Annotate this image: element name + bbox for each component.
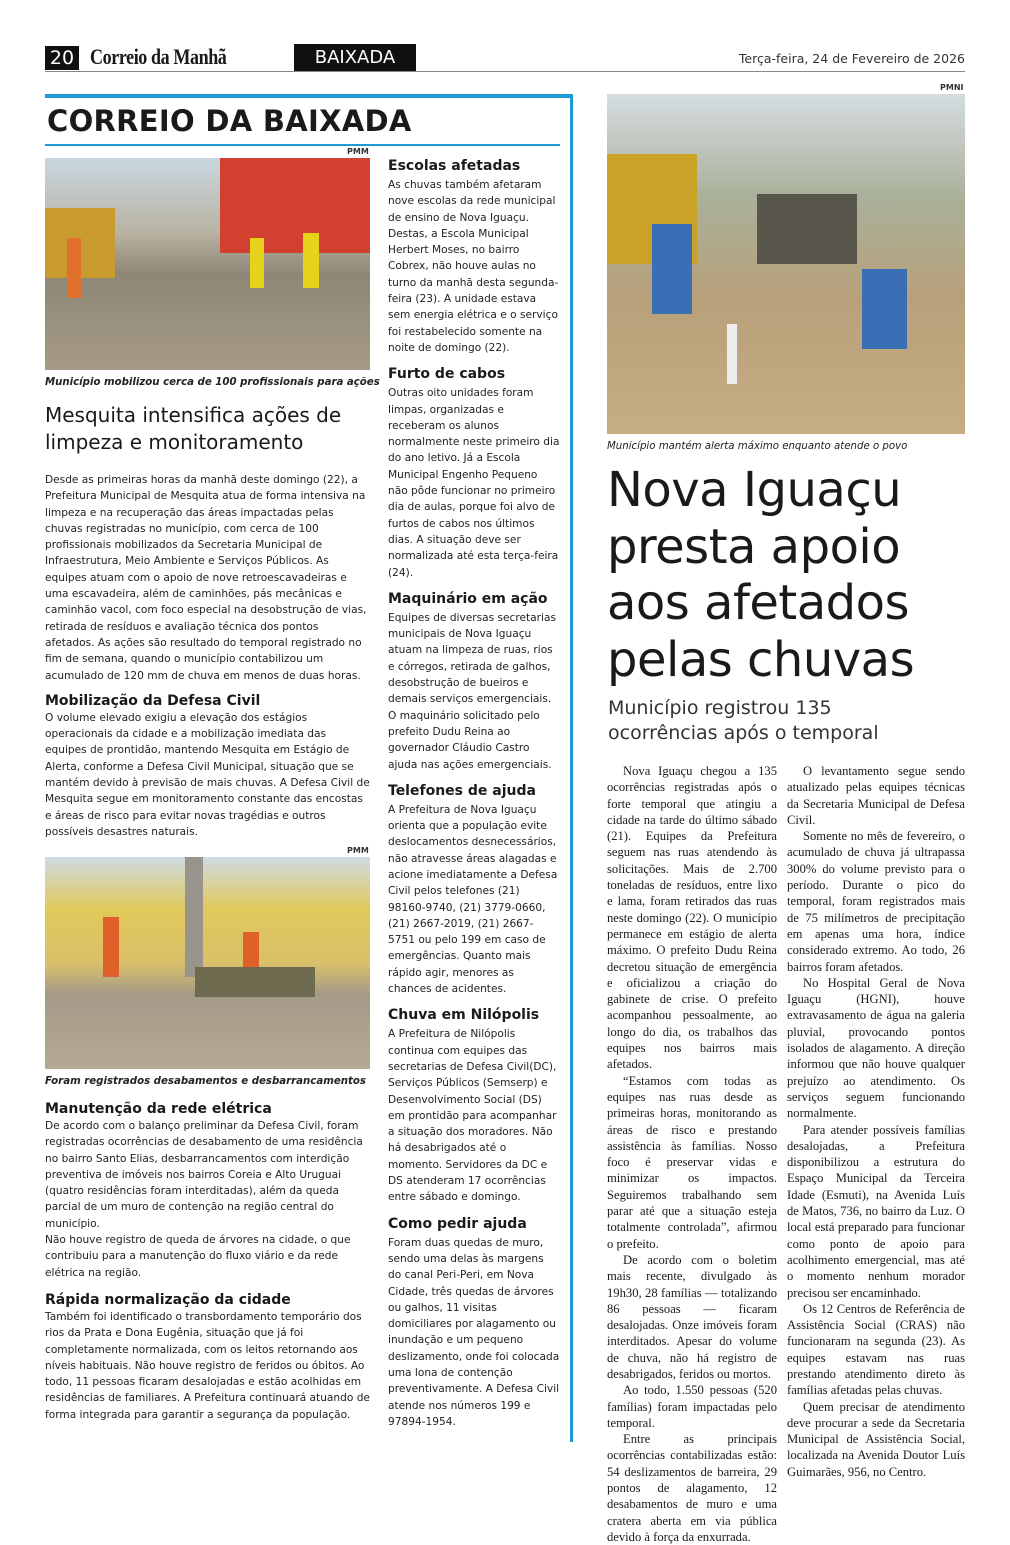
photo-workers-debris	[45, 857, 370, 1069]
article-paragraph: Desde as primeiras horas da manhã deste domingo (22), a Prefeitura Municipal de Mesquita atua de forma intensiva na limpeza e na recuperação das áreas impactadas pelas chuvas registradas no município, com cerca de 100 profissionais mobilizados da Secretaria Municipal de Infraestrutura, Meio Ambiente e Serviços Públicos. As equipes atuam com o apoio de nove retroescavadeiras e uma escavadeira, além de caminhões, pás mecânicas e caminhão vacol, com foco especial na desobstrução de vias, retirada de resíduos e avaliação técnica dos pontos afetados. As ações são resultado do temporal registrado no fim de semana, quando o município contabilizou um acumulado de 120 mm de chuva em menos de duas horas.	[45, 474, 367, 682]
sidebar-column	[388, 157, 560, 1430]
photo-street-cleanup	[45, 158, 370, 370]
photo-credit: PMM	[347, 846, 369, 855]
headline-line: aos afetados	[607, 575, 909, 631]
headline-line: presta apoio	[607, 518, 901, 575]
photo-caption: Município mobilizou cerca de 100 profissionais para ações	[45, 377, 380, 388]
article-column-2	[787, 763, 965, 1480]
subheading: Maquinário em ação	[388, 590, 548, 607]
article-paragraph: No Hospital Geral de Nova Iguaçu (HGNI), houve extravasamento de água na galeria pluvial, provocando pontos isolados de alagamento. A direção informou que não houve qualquer prejuízo ao atendimento. Os serviços seguem funcionando normalmente.	[787, 975, 965, 1121]
article-paragraph: Não houve registro de queda de árvores na cidade, o que contribuiu para a manutenção do fluxo viário e da rede elétrica na região.	[45, 1234, 351, 1279]
subheading: Manutenção da rede elétrica	[45, 1101, 272, 1117]
photo-credit: PMM	[347, 147, 369, 156]
subheading: Telefones de ajuda	[388, 782, 536, 799]
subheading: Como pedir ajuda	[388, 1215, 527, 1232]
section-kicker: CORREIO DA BAIXADA	[47, 104, 412, 138]
sidebar-paragraph: Outras oito unidades foram limpas, organizadas e receberam os alunos normalmente neste primeiro dia do ano letivo. Já a Escola Municipal Engenho Pequeno não pôde funcionar no primeiro dia de aulas, porque foi alvo de furtos de cabos nos últimos dias. A situação deve ser normalizada até esta terça-feira (24).	[388, 387, 560, 579]
photo-credit: PMNI	[940, 83, 964, 92]
page-number: 20	[45, 46, 79, 70]
sidebar-paragraph: As chuvas também afetaram nove escolas da rede municipal de ensino de Nova Iguaçu. Destas, a Escola Municipal Herbert Moses, no bairro Cobrex, não houve aulas no turno da manhã desta segunda-feira (23). A unidade estava sem energia elétrica e o serviço foi restabelecido somente na noite de domingo (22).	[388, 179, 559, 354]
article-paragraph: Quem precisar de atendimento deve procurar a sede da Secretaria Municipal de Assistência Social, localizada na Avenida Doutor Luís Guimarães, 956, no Centro.	[787, 1399, 965, 1479]
article-column-1	[607, 763, 777, 1545]
subheading: Mobilização da Defesa Civil	[45, 692, 261, 709]
subheading: Chuva em Nilópolis	[388, 1007, 540, 1024]
article-headline: Mesquita intensifica ações de limpeza e monitoramento	[45, 403, 342, 454]
sidebar-paragraph: A Prefeitura de Nilópolis continua com equipes das secretarias de Defesa Civil(DC), Serviços Públicos (Semserp) e Desenvolvimento Social (DS) em prontidão para acompanhar a situação dos moradores. Não há desabrigados até o momento. Servidores da DC e DS atenderam 17 ocorrências entre sábado e domingo.	[388, 1028, 557, 1204]
main-headline	[607, 462, 914, 688]
sidebar-paragraph: A Prefeitura de Nova Iguaçu orienta que a população evite deslocamentos desnecessários, não atravesse áreas alagadas e acione imediatamente a Defesa Civil pelos telefones (21) 98160-9740, (21) 3779-0660, (21) 2667-2019, (21) 2667-5751 ou pelo 199 em caso de emergências. Quanto mais rápido agir, menores as chances de acidentes.	[388, 803, 558, 996]
photo-nova-iguacu-workers	[607, 94, 965, 434]
article-paragraph: Também foi identificado o transbordamento temporário dos rios da Prata e Dona Eugênia, situação que já foi completamente normalizada, com os leitos retornando aos níveis habituais. Não houve registro de feridos ou óbitos. Ao todo, 11 pessoas ficaram desalojadas e estão acolhidas em residências de familiares. A Prefeitura continuará atuando de forma integrada para garantir a segurança da população.	[45, 1310, 370, 1421]
newspaper-logo: Correio da Manhã	[90, 44, 227, 69]
subheading: Escolas afetadas	[388, 158, 521, 174]
headline-line: Nova Iguaçu	[607, 462, 902, 518]
mesquita-article	[45, 402, 370, 840]
section-label: BAIXADA	[294, 44, 416, 71]
issue-date: Terça-feira, 24 de Fevereiro de 2026	[738, 51, 965, 66]
article-paragraph: Nova Iguaçu chegou a 135 ocorrências registradas após o forte temporal que atingiu a cidade na tarde do último sábado (21). Equipes da Prefeitura seguem nas ruas atendendo às solicitações. Mais de 2.700 toneladas de resíduos, entre lixo e lama, foram retirados das ruas neste domingo (22). O município permanece em estágio de alerta máximo. O prefeito Dudu Reina decretou situação de emergência e oficializou a criação do gabinete de crise. O prefeito acompanhou pessoalmente, ao longo do dia, os trabalhos das equipes nos bairros mais afetados.	[607, 764, 777, 1072]
subheadline-line: ocorrências após o temporal	[608, 722, 879, 744]
article-paragraph: O levantamento segue sendo atualizado pelas equipes técnicas da Secretaria Municipal de Defesa Civil.	[787, 764, 965, 827]
sidebar-paragraph: Foram duas quedas de muro, sendo uma delas às margens do canal Peri-Peri, em Nova Cidade, três quedas de árvores ou galhos, 11 visitas domiciliares por alagamento ou inundação e um pequeno deslizamento, onde foi colocada uma lona de contenção preventivamente. A Defesa Civil atende nos números 199 e 97894-1954.	[388, 1236, 560, 1428]
subheading: Rápida normalização da cidade	[45, 1291, 291, 1308]
subheadline-line: Município registrou 135	[608, 697, 832, 719]
article-paragraph: De acordo com o boletim mais recente, divulgado às 19h30, 28 famílias — totalizando 86 pessoas — ficaram desalojadas. Onze imóveis foram interditados. Apesar do volume de chuva, não há registro de desabrigados, feridos ou mortos.	[607, 1252, 777, 1381]
article-paragraph: Os 12 Centros de Referência de Assistência Social (CRAS) não funcionaram na segunda (23). As equipes estavam nas ruas prestando atendimento direto às famílias afetadas pelas chuvas.	[787, 1301, 965, 1398]
article-paragraph: “Estamos com todas as equipes nas ruas desde as primeiras horas, monitorando as áreas de risco e prestando assistência às famílias. Nosso foco é preservar vidas e minimizar os impactos. Seguiremos trabalhando sem parar até que a situação esteja totalmente controlada”, afirmou o prefeito.	[607, 1073, 777, 1251]
mesquita-article-continued	[45, 1092, 370, 1423]
photo-caption: Município mantém alerta máximo enquanto atende o povo	[607, 441, 908, 452]
photo-caption: Foram registrados desabamentos e desbarrancamentos	[45, 1076, 366, 1087]
kicker-rule	[45, 144, 560, 146]
headline-line: pelas chuvas	[607, 631, 915, 688]
article-paragraph: Entre as principais ocorrências contabilizadas estão: 54 deslizamentos de barreira, 29 pontos de alagamento, 12 desabamentos de muro e uma cratera aberta em via pública devido à força da enxurrada.	[607, 1432, 777, 1544]
article-paragraph: Ao todo, 1.550 pessoas (520 famílias) foram impactadas pelo temporal.	[607, 1383, 777, 1430]
article-paragraph: O volume elevado exigiu a elevação dos estágios operacionais da cidade e a mobilização imediata das equipes de prontidão, mantendo Mesquita em Estágio de Alerta, conforme a Defesa Civil Municipal, situação que se mantém devido à previsão de mais chuvas. A Defesa Civil de Mesquita segue em monitoramento constante das encostas e áreas de risco para evitar novas tragédias e outros possíveis desastres naturais.	[45, 711, 370, 838]
header-rule	[45, 71, 965, 72]
article-paragraph: De acordo com o balanço preliminar da Defesa Civil, foram registradas ocorrências de desabamento de uma residência no bairro Santo Elias, desbarrancamentos com interdição preventiva de imóveis nos bairros Coreia e Alto Uruguai (quatro residências foram interditadas), além da queda parcial de um muro de contenção na região central do município.	[45, 1120, 363, 1230]
subheading: Furto de cabos	[388, 366, 506, 383]
subheadline	[608, 696, 879, 746]
sidebar-paragraph: Equipes de diversas secretarias municipais de Nova Iguaçu atuam na limpeza de ruas, rios e córregos, retirada de galhos, desobstrução de bueiros e demais serviços emergenciais. O maquinário solicitado pelo prefeito Dudu Reina ao governador Cláudio Castro ajuda nas ações emergenciais.	[388, 611, 556, 771]
article-paragraph: Para atender possíveis famílias desalojadas, a Prefeitura disponibilizou a estrutura do Espaço Municipal da Terceira Idade (Esmuti), na Avenida Luís de Matos, 736, no bairro da Luz. O local está preparado para funcionar como ponto de apoio para acolhimento emergencial, mas até o momento nenhum morador precisou ser encaminhado.	[787, 1122, 965, 1300]
article-paragraph: Somente no mês de fevereiro, o acumulado de chuva já ultrapassa 300% do volume previsto para o período. Durante o pico do temporal, foram registrados mais de 75 milímetros de precipitação em apenas uma hora, índice considerado extremo. Ao todo, 26 bairros foram afetados.	[787, 829, 965, 974]
